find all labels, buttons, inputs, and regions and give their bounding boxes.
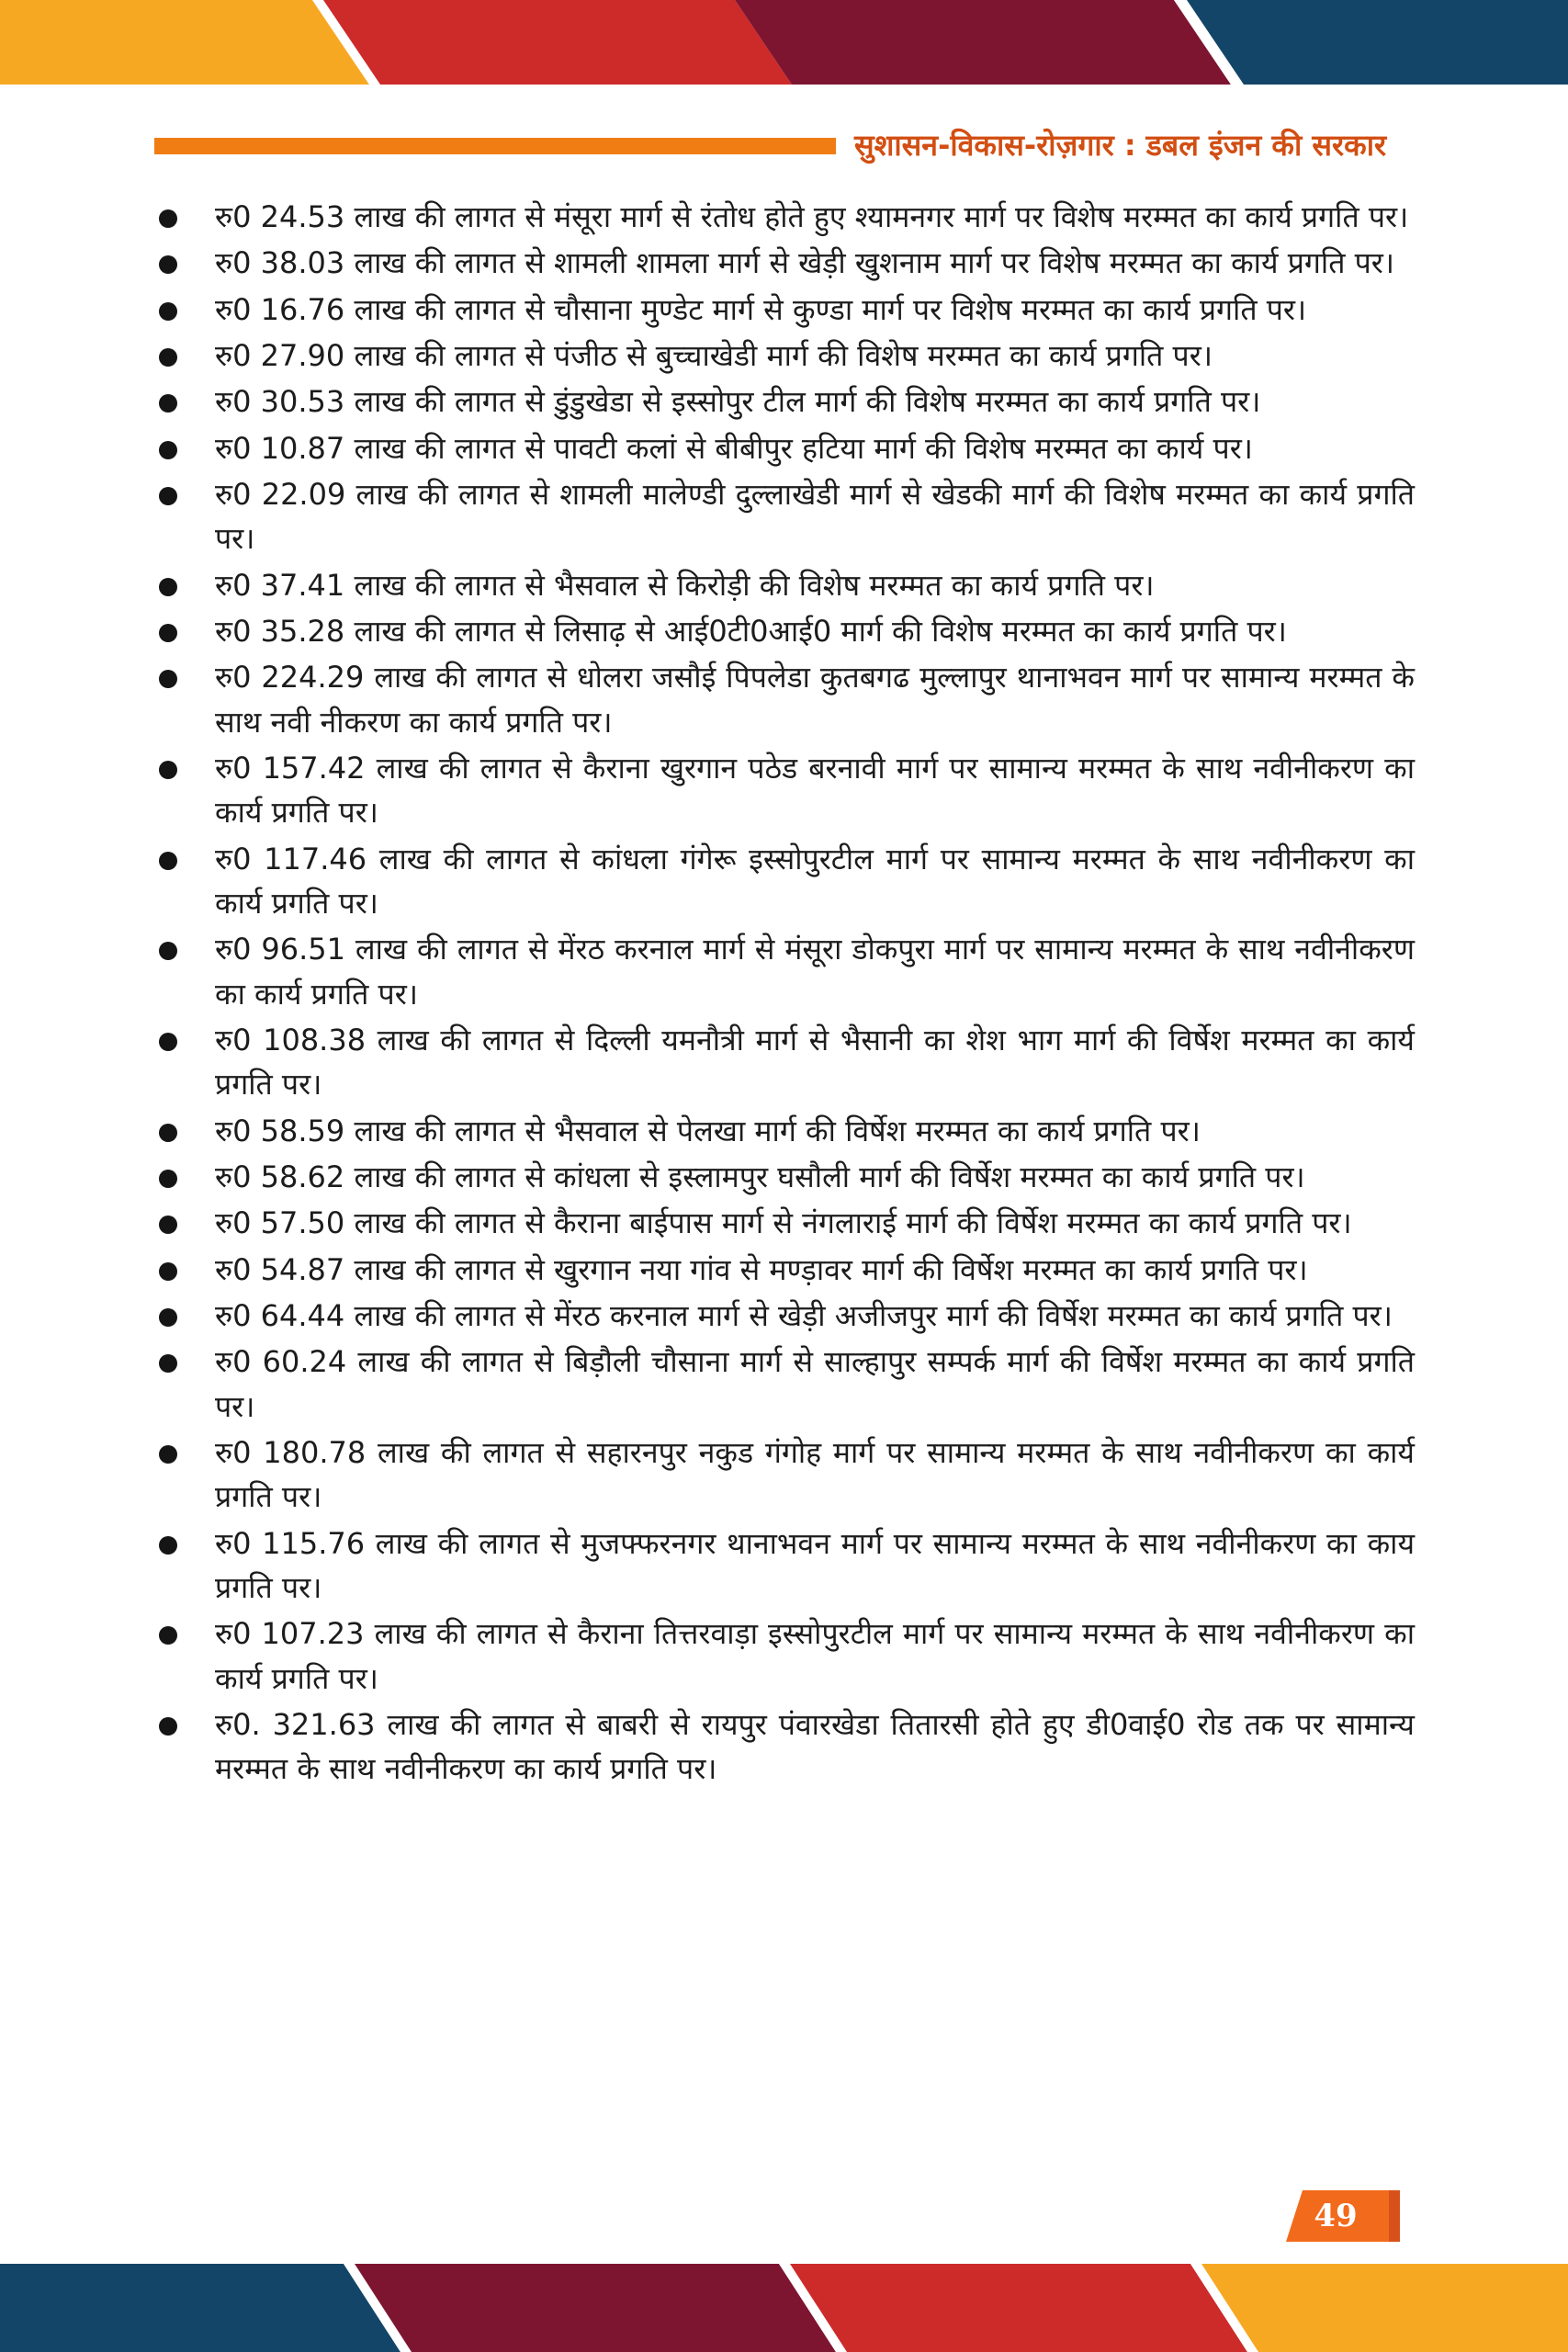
top-band-orange-segment: [0, 0, 369, 85]
list-item: [154, 1340, 1415, 1429]
list-item-text: रु0 35.28 लाख की लागत से लिसाढ़ से आई0टी0आई0 मार्ग की विशेष मरम्मत का कार्य प्रगति पर।: [215, 614, 1287, 650]
bottom-band-maroon-segment: [355, 2264, 836, 2352]
bullet-icon: [159, 255, 177, 274]
list-item-text: रु0 27.90 लाख की लागत से पंजीठ से बुच्चाखेडी मार्ग की विशेष मरम्मत का कार्य प्रगति पर।: [215, 338, 1213, 374]
bullet-icon: [159, 441, 177, 459]
list-item-text: रु0 60.24 लाख की लागत से बिड़ौली चौसाना मार्ग से साल्हापुर सम्पर्क मार्ग की विर्षेश मरम्मत का कार्य प्रगति पर।: [215, 1344, 1415, 1424]
list-item: [154, 1248, 1415, 1292]
list-item-text: रु0 157.42 लाख की लागत से कैराना खुरगान पठेड बरनावी मार्ग पर सामान्य मरम्मत के साथ नवीनीकरण का कार्य प्रगति पर।: [215, 751, 1415, 831]
list-item-text: रु0 54.87 लाख की लागत से खुरगान नया गांव से मण्ड़ावर मार्ग की विर्षेश मरम्मत का कार्य प्रगति पर।: [215, 1251, 1308, 1287]
list-item: [154, 288, 1415, 332]
top-decorative-band: [0, 0, 1568, 85]
list-item: [154, 472, 1415, 561]
list-item-text: रु0 180.78 लाख की लागत से सहारनपुर नकुड गंगोह मार्ग पर सामान्य मरम्मत के साथ नवीनीकरण का कार्य प्रगति पर।: [215, 1434, 1415, 1515]
list-item-text: रु0 58.62 लाख की लागत से कांधला से इस्लामपुर घसौली मार्ग की विर्षेश मरम्मत का कार्य प्रगति पर।: [215, 1159, 1305, 1194]
bullet-icon: [159, 1170, 177, 1188]
header-rule: [154, 138, 836, 154]
bullet-icon: [159, 1216, 177, 1234]
list-item-text: रु0 10.87 लाख की लागत से पावटी कलां से बीबीपुर हटिया मार्ग की विशेष मरम्मत का कार्य पर।: [215, 430, 1253, 466]
bullet-icon: [159, 394, 177, 413]
bullet-icon: [159, 1445, 177, 1464]
bottom-band-navy-segment: [0, 2264, 400, 2352]
list-item: [154, 927, 1415, 1016]
bottom-band-orange-segment: [1201, 2264, 1568, 2352]
bullet-icon: [159, 1262, 177, 1281]
bullet-icon: [159, 761, 177, 779]
bullet-icon: [159, 1308, 177, 1327]
bottom-decorative-band: [0, 2264, 1568, 2352]
list-item: [154, 655, 1415, 744]
list-item-text: रु0 107.23 लाख की लागत से कैराना तित्तरवाड़ा इस्सोपुरटील मार्ग पर सामान्य मरम्मत के साथ नवीनीकरण का कार्य प्रगति पर।: [215, 1616, 1415, 1696]
bullet-icon: [159, 1536, 177, 1555]
list-item-text: रु0 117.46 लाख की लागत से कांधला गंगेरू इस्सोपुरटील मार्ग पर सामान्य मरम्मत के साथ नवीनीकरण का कार्य प्रगति पर।: [215, 841, 1415, 921]
bullet-icon: [159, 670, 177, 688]
top-band-navy-segment: [1187, 0, 1568, 85]
list-item: [154, 241, 1415, 285]
list-item-text: रु0 108.38 लाख की लागत से दिल्ली यमनौत्री मार्ग से भैसानी का शेश भाग मार्ग की विर्षेश मरम्मत का कार्य प्रगति पर।: [215, 1022, 1415, 1102]
list-item-text: रु0 64.44 लाख की लागत से मेंरठ करनाल मार्ग से खेड़ी अजीजपुर मार्ग की विर्षेश मरम्मत का कार्य प्रगति पर।: [215, 1297, 1393, 1333]
bullet-icon: [159, 1354, 177, 1373]
bullet-icon: [159, 487, 177, 505]
bullet-icon: [159, 209, 177, 228]
list-item-text: रु0 115.76 लाख की लागत से मुजफ्फरनगर थानाभवन मार्ग पर सामान्य मरम्मत के साथ नवीनीकरण का काय प्रगति पर।: [215, 1525, 1415, 1605]
list-item-text: रु0 57.50 लाख की लागत से कैराना बाईपास मार्ग से नंगलाराई मार्ग की विर्षेश मरम्मत का कार्य प्रगति पर।: [215, 1205, 1352, 1241]
list-item-text: रु0 24.53 लाख की लागत से मंसूरा मार्ग से रंतोध होते हुए श्यामनगर मार्ग पर विशेष मरम्मत का कार्य प्रगति पर।: [215, 199, 1409, 234]
bullet-icon: [159, 1717, 177, 1736]
list-item-text: रु0. 321.63 लाख की लागत से बाबरी से रायपुर पंवारखेडा तितारसी होते हुए डी0वाई0 रोड तक पर सामान्य मरम्मत के साथ नवीनीकरण का कार्य प्रगति पर।: [215, 1706, 1415, 1787]
list-item-text: रु0 16.76 लाख की लागत से चौसाना मुण्डेट मार्ग से कुण्डा मार्ग पर विशेष मरम्मत का कार्य प्रगति पर।: [215, 291, 1307, 327]
top-band-red-segment: [323, 0, 792, 85]
list-item: [154, 563, 1415, 607]
list-item: [154, 609, 1415, 653]
list-item: [154, 195, 1415, 239]
bullet-icon: [159, 1033, 177, 1051]
list-item: [154, 1294, 1415, 1338]
bullet-icon: [159, 348, 177, 367]
list-item-text: रु0 58.59 लाख की लागत से भैसवाल से पेलखा मार्ग की विर्षेश मरम्मत का कार्य प्रगति पर।: [215, 1113, 1201, 1148]
list-item: [154, 746, 1415, 835]
top-band-maroon-segment: [735, 0, 1231, 85]
header-title: सुशासन-विकास-रोज़गार : डबल इंजन की सरकार: [854, 128, 1387, 163]
bullet-icon: [159, 302, 177, 321]
list-item: [154, 1430, 1415, 1520]
list-item: [154, 426, 1415, 470]
list-item: [154, 1611, 1415, 1701]
list-item-text: रु0 22.09 लाख की लागत से शामली मालेण्डी दुल्लाखेडी मार्ग से खेडकी मार्ग की विशेष मरम्मत का कार्य प्रगति पर।: [215, 477, 1415, 557]
list-item: [154, 1018, 1415, 1107]
bullet-icon: [159, 1124, 177, 1142]
bullet-icon: [159, 1626, 177, 1645]
list-item: [154, 334, 1415, 378]
list-item: [154, 379, 1415, 424]
list-item-text: रु0 38.03 लाख की लागत से शामली शामला मार्ग से खेड़ी खुशनाम मार्ग पर विशेष मरम्मत का कार्य प्रगति पर।: [215, 245, 1395, 281]
bullet-icon: [159, 942, 177, 960]
list-item: [154, 837, 1415, 926]
list-item-text: रु0 30.53 लाख की लागत से डुंडुखेडा से इस्सोपुर टील मार्ग की विशेष मरम्मत का कार्य प्रगति पर।: [215, 384, 1261, 420]
bullet-icon: [159, 852, 177, 870]
list-item-text: रु0 37.41 लाख की लागत से भैसवाल से किरोड़ी की विशेष मरम्मत का कार्य प्रगति पर।: [215, 567, 1155, 603]
bullet-icon: [159, 624, 177, 642]
list-item: [154, 1521, 1415, 1611]
list-item-text: रु0 224.29 लाख की लागत से धोलरा जसौई पिपलेडा कुतबगढ मुल्लापुर थानाभवन मार्ग पर सामान्य मरम्मत के साथ नवी नीकरण का कार्य प्रगति पर।: [215, 660, 1415, 740]
list-item-text: रु0 96.51 लाख की लागत से मेंरठ करनाल मार्ग से मंसूरा डोकपुरा मार्ग पर सामान्य मरम्मत के साथ नवीनीकरण का कार्य प्रगति पर।: [215, 932, 1415, 1012]
list-item: [154, 1702, 1415, 1792]
project-list: [154, 195, 1415, 1793]
list-item: [154, 1201, 1415, 1245]
list-item: [154, 1109, 1415, 1153]
bottom-band-red-segment: [790, 2264, 1247, 2352]
page-number: 49: [1314, 2198, 1358, 2234]
list-item: [154, 1155, 1415, 1199]
bullet-icon: [159, 578, 177, 596]
